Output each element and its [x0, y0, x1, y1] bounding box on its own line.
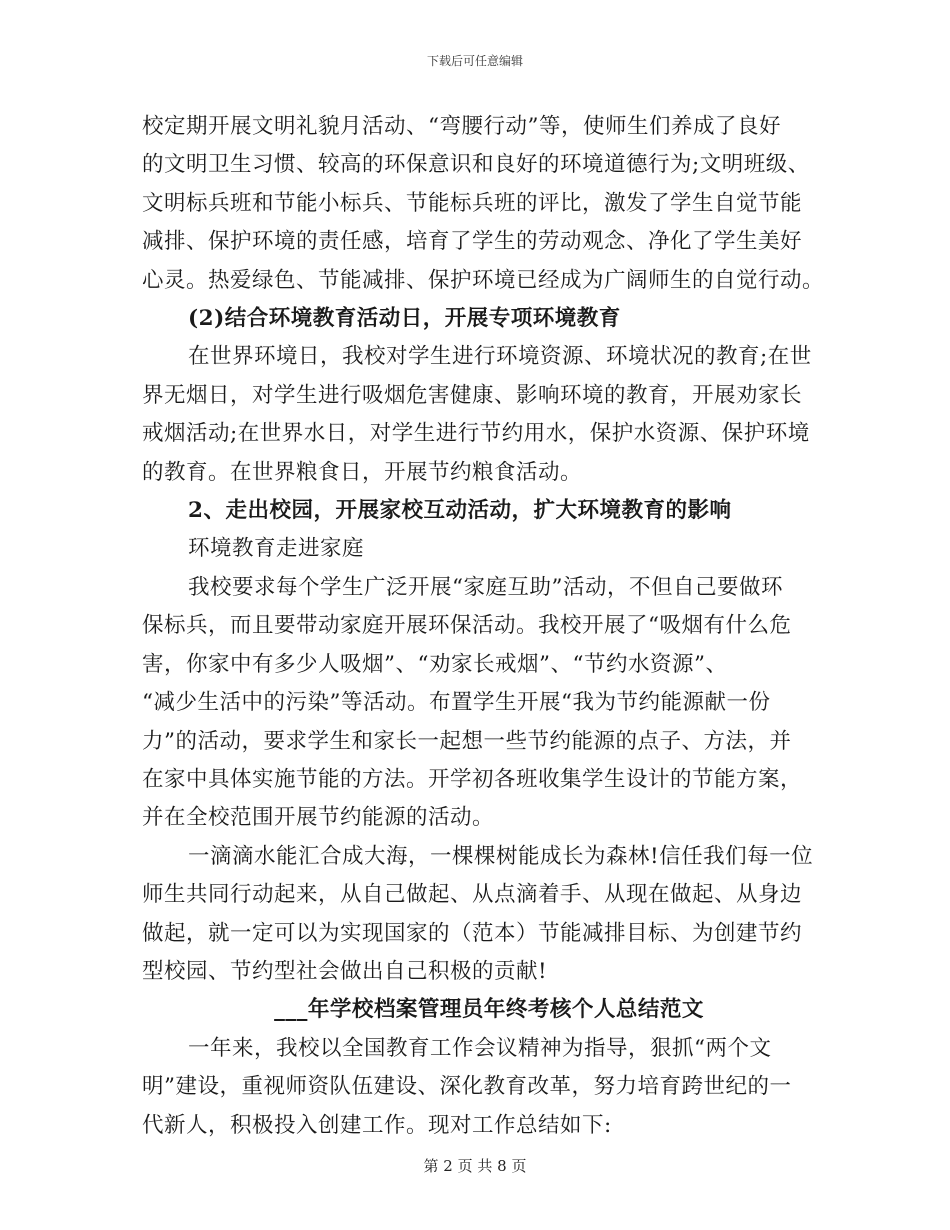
text-line: 明”建设，重视师资队伍建设、深化教育改革，努力培育跨世纪的一 [142, 1074, 792, 1100]
text-line: 的教育。在世界粮食日，开展节约粮食活动。 [142, 459, 583, 485]
paragraph-activities [142, 108, 825, 300]
title-archivist-summary: ___年学校档案管理员年终考核个人总结范文 [274, 997, 704, 1023]
text-line: 代新人，积极投入创建工作。现对工作总结如下: [142, 1112, 612, 1138]
text-line: 在家中具体实施节能的方法。开学初各班收集学生设计的节能方案， [142, 766, 803, 792]
text-line: 界无烟日，对学生进行吸烟危害健康、影响环境的教育，开展劝家长 [142, 382, 803, 408]
subheading [142, 530, 812, 568]
text-line: 的文明卫生习惯、较高的环保意识和良好的环境道德行为;文明班级、 [142, 152, 810, 178]
paragraph-conclusion [142, 838, 812, 992]
text-line: 减排、保护环境的责任感，培育了学生的劳动观念、净化了学生美好 [142, 229, 803, 255]
text-line: 在世界环境日，我校对学生进行环境资源、环境状况的教育;在世 [188, 344, 812, 370]
subheading-family: 环境教育走进家庭 [188, 536, 365, 562]
text-line: 心灵。热爱绿色、节能减排、保护环境已经成为广阔师生的自觉行动。 [142, 267, 825, 293]
text-line: 型校园、节约型社会做出自己积极的贡献! [142, 958, 548, 984]
document-title [142, 991, 812, 1029]
paragraph-family-activities [142, 569, 812, 838]
text-line: “减少生活中的污染”等活动。布置学生开展“我为节约能源献一份 [142, 690, 771, 716]
text-line: 我校要求每个学生广泛开展“家庭互助”活动，不但自己要做环 [188, 574, 783, 600]
text-line: 校定期开展文明礼貌月活动、“弯腰行动”等，使师生们养成了良好 [142, 114, 781, 139]
text-line: 做起，就一定可以为实现国家的（范本）节能减排目标、为创建节约 [142, 920, 803, 946]
text-line: 师生共同行动起来，从自己做起、从点滴着手、从现在做起、从身边 [142, 882, 803, 908]
paragraph-environment-days [142, 338, 812, 492]
page-number: 第 2 页 共 8 页 [423, 1157, 527, 1175]
heading-environment-days: (2)结合环境教育活动日，开展专项环境教育 [188, 306, 621, 332]
section-heading [142, 492, 812, 530]
text-line: 文明标兵班和节能小标兵、节能标兵班的评比，激发了学生自觉节能 [142, 190, 803, 216]
text-line: 一滴滴水能汇合成大海，一棵棵树能成长为森林!信任我们每一位 [188, 843, 814, 869]
heading-home-school: 2、走出校园，开展家校互动活动，扩大环境教育的影响 [188, 498, 732, 524]
text-line: 一年来，我校以全国教育工作会议精神为指导，狠抓“两个文 [188, 1035, 772, 1061]
paragraph-intro [142, 1030, 812, 1145]
text-line: 保标兵，而且要带动家庭开展环保活动。我校开展了“吸烟有什么危 [142, 613, 792, 639]
text-line: 害，你家中有多少人吸烟”、“劝家长戒烟”、“节约水资源”、 [142, 651, 728, 677]
text-line: 力”的活动，要求学生和家长一起想一些节约能源的点子、方法，并 [142, 728, 792, 754]
section-heading [142, 300, 812, 338]
text-line: 并在全校范围开展节约能源的活动。 [142, 805, 495, 831]
document-body [142, 108, 825, 1145]
page-header-note: 下载后可任意编辑 [426, 54, 523, 68]
text-line: 戒烟活动;在世界水日，对学生进行节约用水，保护水资源、保护环境 [142, 421, 810, 447]
